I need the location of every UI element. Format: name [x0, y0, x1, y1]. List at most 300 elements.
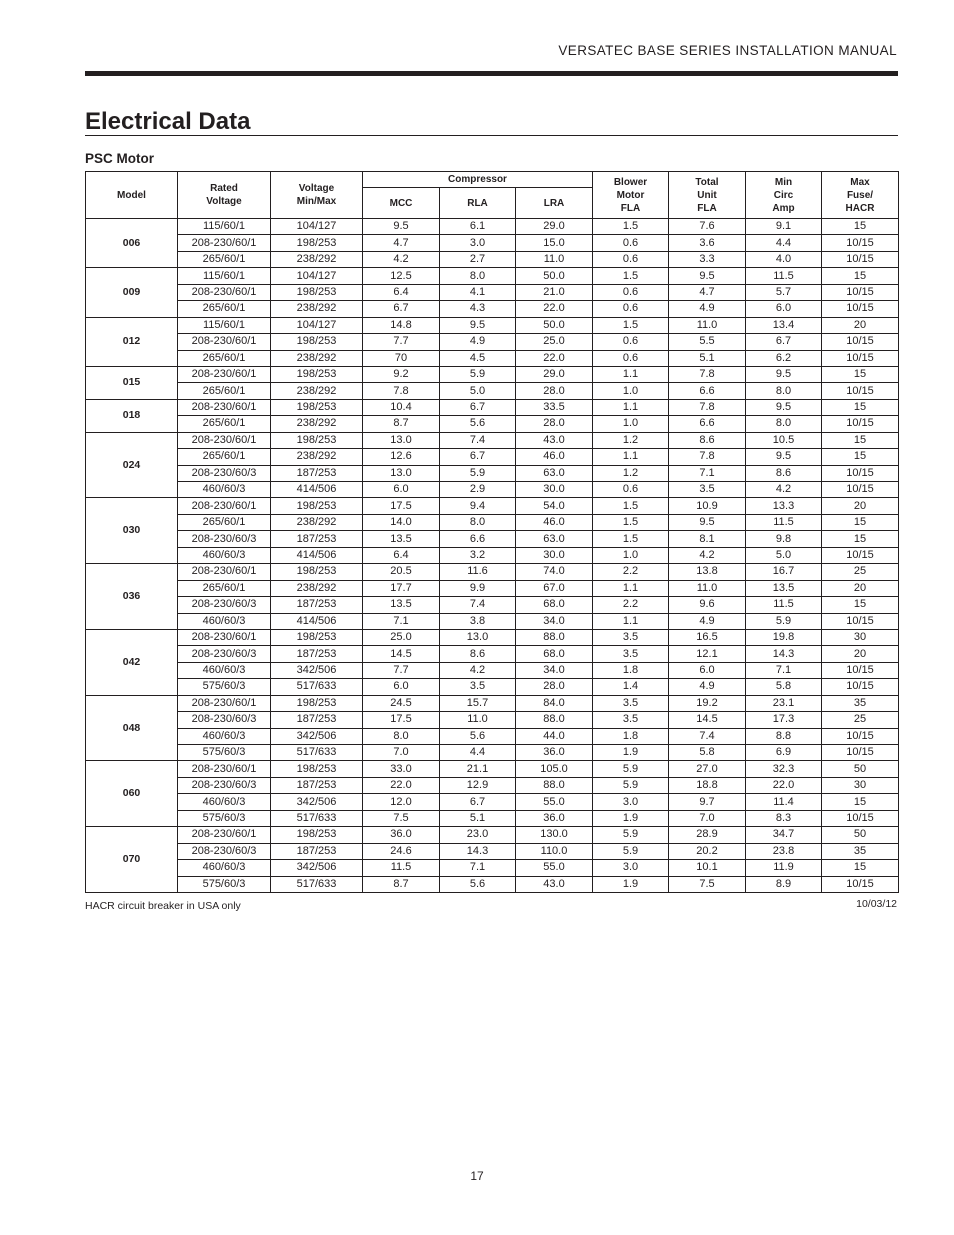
total-unit-fla-cell: 6.6: [669, 416, 746, 432]
lra-cell: 11.0: [516, 251, 593, 267]
max-fuse-hacr-cell: 15: [822, 366, 899, 382]
rated-voltage-cell: 208-230/60/1: [178, 564, 271, 580]
max-fuse-hacr-cell: 15: [822, 860, 899, 876]
voltage-minmax-cell: 238/292: [271, 251, 363, 267]
lra-cell: 34.0: [516, 662, 593, 678]
mcc-cell: 36.0: [363, 827, 440, 843]
mcc-cell: 4.7: [363, 235, 440, 251]
voltage-minmax-cell: 517/633: [271, 876, 363, 892]
rated-voltage-cell: 208-230/60/1: [178, 334, 271, 350]
total-unit-fla-cell: 4.9: [669, 301, 746, 317]
blower-motor-fla-cell: 3.5: [593, 712, 669, 728]
total-unit-fla-cell: 4.7: [669, 284, 746, 300]
voltage-minmax-cell: 517/633: [271, 679, 363, 695]
header-blower-motor-fla: [593, 172, 669, 219]
table-row: [86, 432, 899, 448]
rated-voltage-cell: 575/60/3: [178, 810, 271, 826]
table-row: [86, 777, 899, 793]
min-circ-amp-cell: 11.5: [746, 514, 822, 530]
blower-motor-fla-cell: 1.8: [593, 662, 669, 678]
mcc-cell: 8.7: [363, 416, 440, 432]
lra-cell: 28.0: [516, 383, 593, 399]
max-fuse-hacr-cell: 15: [822, 597, 899, 613]
rla-cell: 4.5: [440, 350, 516, 366]
max-fuse-hacr-cell: 15: [822, 219, 899, 235]
electrical-data-table: [85, 171, 899, 893]
max-fuse-hacr-cell: 20: [822, 580, 899, 596]
max-fuse-hacr-cell: 30: [822, 777, 899, 793]
table-row: [86, 350, 899, 366]
rla-cell: 8.0: [440, 268, 516, 284]
blower-motor-fla-cell: 1.5: [593, 268, 669, 284]
header-min-circ-amp: [746, 172, 822, 219]
max-fuse-hacr-cell: 35: [822, 695, 899, 711]
header-rla: RLA: [440, 188, 516, 219]
rla-cell: 5.6: [440, 416, 516, 432]
rated-voltage-cell: 208-230/60/3: [178, 531, 271, 547]
blower-motor-fla-cell: 3.0: [593, 794, 669, 810]
voltage-minmax-cell: 187/253: [271, 597, 363, 613]
lra-cell: 130.0: [516, 827, 593, 843]
voltage-minmax-cell: 198/253: [271, 695, 363, 711]
blower-motor-fla-cell: 0.6: [593, 235, 669, 251]
lra-cell: 34.0: [516, 613, 593, 629]
lra-cell: 25.0: [516, 334, 593, 350]
table-row: [86, 383, 899, 399]
mcc-cell: 12.6: [363, 449, 440, 465]
voltage-minmax-cell: 517/633: [271, 810, 363, 826]
mcc-cell: 17.5: [363, 712, 440, 728]
blower-motor-fla-cell: 5.9: [593, 827, 669, 843]
total-unit-fla-cell: 3.6: [669, 235, 746, 251]
lra-cell: 21.0: [516, 284, 593, 300]
total-unit-fla-cell: 8.1: [669, 531, 746, 547]
table-row: [86, 334, 899, 350]
min-circ-amp-cell: 22.0: [746, 777, 822, 793]
blower-motor-fla-cell: 3.5: [593, 629, 669, 645]
blower-motor-fla-cell: 5.9: [593, 777, 669, 793]
total-unit-fla-cell: 3.5: [669, 482, 746, 498]
max-fuse-hacr-cell: 10/15: [822, 251, 899, 267]
min-circ-amp-cell: 6.9: [746, 745, 822, 761]
max-fuse-hacr-cell: 20: [822, 317, 899, 333]
total-unit-fla-cell: 6.0: [669, 662, 746, 678]
mcc-cell: 7.7: [363, 334, 440, 350]
mcc-cell: 7.0: [363, 745, 440, 761]
voltage-minmax-cell: 342/506: [271, 794, 363, 810]
total-unit-fla-cell: 10.9: [669, 498, 746, 514]
total-unit-fla-cell: 11.0: [669, 580, 746, 596]
max-fuse-hacr-cell: 25: [822, 712, 899, 728]
header-max-fuse-hacr: [822, 172, 899, 219]
max-fuse-hacr-cell: 10/15: [822, 350, 899, 366]
table-row: [86, 662, 899, 678]
lra-cell: 43.0: [516, 432, 593, 448]
table-row: [86, 679, 899, 695]
total-unit-fla-cell: 7.5: [669, 876, 746, 892]
lra-cell: 46.0: [516, 514, 593, 530]
max-fuse-hacr-cell: 15: [822, 449, 899, 465]
rla-cell: 3.2: [440, 547, 516, 563]
rated-voltage-cell: 208-230/60/1: [178, 399, 271, 415]
voltage-minmax-cell: 238/292: [271, 449, 363, 465]
total-unit-fla-cell: 12.1: [669, 646, 746, 662]
lra-cell: 30.0: [516, 547, 593, 563]
lra-cell: 15.0: [516, 235, 593, 251]
table-row: [86, 695, 899, 711]
max-fuse-hacr-cell: 15: [822, 399, 899, 415]
lra-cell: 28.0: [516, 679, 593, 695]
lra-cell: 88.0: [516, 712, 593, 728]
table-row: [86, 498, 899, 514]
mcc-cell: 12.5: [363, 268, 440, 284]
blower-motor-fla-cell: 1.1: [593, 613, 669, 629]
blower-motor-fla-cell: 2.2: [593, 564, 669, 580]
total-unit-fla-cell: 9.6: [669, 597, 746, 613]
rated-voltage-cell: 115/60/1: [178, 268, 271, 284]
rated-voltage-cell: 575/60/3: [178, 679, 271, 695]
max-fuse-hacr-cell: 10/15: [822, 235, 899, 251]
rla-cell: 5.1: [440, 810, 516, 826]
rated-voltage-cell: 208-230/60/3: [178, 646, 271, 662]
model-cell: 012: [86, 317, 178, 366]
model-cell: 036: [86, 564, 178, 630]
page-number: 17: [470, 1169, 484, 1183]
header-blower-line3: FLA: [620, 202, 641, 214]
table-row: [86, 646, 899, 662]
header-mincirc-line3: Amp: [772, 202, 795, 214]
header-mincirc-line1: Min: [774, 176, 793, 188]
total-unit-fla-cell: 7.8: [669, 366, 746, 382]
mcc-cell: 7.5: [363, 810, 440, 826]
lra-cell: 33.5: [516, 399, 593, 415]
table-row: [86, 564, 899, 580]
model-cell: 018: [86, 399, 178, 432]
max-fuse-hacr-cell: 20: [822, 498, 899, 514]
header-blower-line2: Motor: [616, 189, 645, 201]
rated-voltage-cell: 208-230/60/3: [178, 777, 271, 793]
max-fuse-hacr-cell: 10/15: [822, 301, 899, 317]
total-unit-fla-cell: 5.8: [669, 745, 746, 761]
mcc-cell: 14.0: [363, 514, 440, 530]
lra-cell: 63.0: [516, 465, 593, 481]
rla-cell: 7.4: [440, 597, 516, 613]
rla-cell: 15.7: [440, 695, 516, 711]
mcc-cell: 7.8: [363, 383, 440, 399]
total-unit-fla-cell: 4.2: [669, 547, 746, 563]
max-fuse-hacr-cell: 30: [822, 629, 899, 645]
rla-cell: 8.6: [440, 646, 516, 662]
lra-cell: 22.0: [516, 301, 593, 317]
max-fuse-hacr-cell: 10/15: [822, 679, 899, 695]
total-unit-fla-cell: 7.6: [669, 219, 746, 235]
voltage-minmax-cell: 238/292: [271, 514, 363, 530]
min-circ-amp-cell: 8.8: [746, 728, 822, 744]
lra-cell: 50.0: [516, 268, 593, 284]
min-circ-amp-cell: 8.3: [746, 810, 822, 826]
mcc-cell: 6.4: [363, 547, 440, 563]
rla-cell: 3.0: [440, 235, 516, 251]
rated-voltage-cell: 265/60/1: [178, 580, 271, 596]
voltage-minmax-cell: 414/506: [271, 613, 363, 629]
mcc-cell: 17.5: [363, 498, 440, 514]
table-row: [86, 317, 899, 333]
model-cell: 070: [86, 827, 178, 893]
model-cell: 006: [86, 219, 178, 268]
table-row: [86, 284, 899, 300]
mcc-cell: 13.0: [363, 465, 440, 481]
rated-voltage-cell: 575/60/3: [178, 876, 271, 892]
rated-voltage-cell: 460/60/3: [178, 728, 271, 744]
total-unit-fla-cell: 18.8: [669, 777, 746, 793]
header-model: Model: [86, 172, 178, 219]
model-cell: 042: [86, 629, 178, 695]
table-row: [86, 514, 899, 530]
voltage-minmax-cell: 198/253: [271, 498, 363, 514]
min-circ-amp-cell: 9.5: [746, 449, 822, 465]
min-circ-amp-cell: 6.0: [746, 301, 822, 317]
min-circ-amp-cell: 8.6: [746, 465, 822, 481]
min-circ-amp-cell: 13.5: [746, 580, 822, 596]
rated-voltage-cell: 115/60/1: [178, 317, 271, 333]
voltage-minmax-cell: 198/253: [271, 366, 363, 382]
voltage-minmax-cell: 198/253: [271, 564, 363, 580]
total-unit-fla-cell: 10.1: [669, 860, 746, 876]
table-row: [86, 235, 899, 251]
lra-cell: 44.0: [516, 728, 593, 744]
total-unit-fla-cell: 16.5: [669, 629, 746, 645]
blower-motor-fla-cell: 1.5: [593, 531, 669, 547]
min-circ-amp-cell: 11.9: [746, 860, 822, 876]
lra-cell: 46.0: [516, 449, 593, 465]
voltage-minmax-cell: 187/253: [271, 465, 363, 481]
rated-voltage-cell: 208-230/60/1: [178, 498, 271, 514]
blower-motor-fla-cell: 0.6: [593, 334, 669, 350]
rla-cell: 4.2: [440, 662, 516, 678]
max-fuse-hacr-cell: 10/15: [822, 613, 899, 629]
blower-motor-fla-cell: 1.0: [593, 383, 669, 399]
rla-cell: 9.9: [440, 580, 516, 596]
total-unit-fla-cell: 9.5: [669, 268, 746, 284]
total-unit-fla-cell: 28.9: [669, 827, 746, 843]
min-circ-amp-cell: 4.4: [746, 235, 822, 251]
min-circ-amp-cell: 23.1: [746, 695, 822, 711]
rated-voltage-cell: 265/60/1: [178, 383, 271, 399]
blower-motor-fla-cell: 1.0: [593, 547, 669, 563]
min-circ-amp-cell: 9.8: [746, 531, 822, 547]
rated-voltage-cell: 208-230/60/1: [178, 761, 271, 777]
mcc-cell: 9.2: [363, 366, 440, 382]
mcc-cell: 13.5: [363, 597, 440, 613]
min-circ-amp-cell: 32.3: [746, 761, 822, 777]
section-title: Electrical Data: [85, 108, 251, 135]
table-row: [86, 301, 899, 317]
rated-voltage-cell: 115/60/1: [178, 219, 271, 235]
header-maxfuse-line3: HACR: [845, 202, 875, 214]
header-maxfuse-line2: Fuse/: [846, 189, 874, 201]
rated-voltage-cell: 575/60/3: [178, 745, 271, 761]
lra-cell: 74.0: [516, 564, 593, 580]
blower-motor-fla-cell: 0.6: [593, 251, 669, 267]
rla-cell: 9.5: [440, 317, 516, 333]
rla-cell: 4.4: [440, 745, 516, 761]
header-rated-voltage-line1: Rated: [210, 183, 238, 194]
rla-cell: 4.3: [440, 301, 516, 317]
blower-motor-fla-cell: 1.5: [593, 317, 669, 333]
min-circ-amp-cell: 8.0: [746, 416, 822, 432]
lra-cell: 30.0: [516, 482, 593, 498]
rated-voltage-cell: 208-230/60/1: [178, 629, 271, 645]
rla-cell: 4.1: [440, 284, 516, 300]
table-row: [86, 399, 899, 415]
max-fuse-hacr-cell: 50: [822, 827, 899, 843]
rla-cell: 7.1: [440, 860, 516, 876]
table-row: [86, 728, 899, 744]
max-fuse-hacr-cell: 10/15: [822, 334, 899, 350]
footnote: HACR circuit breaker in USA only: [85, 900, 241, 912]
min-circ-amp-cell: 5.9: [746, 613, 822, 629]
total-unit-fla-cell: 7.8: [669, 399, 746, 415]
model-cell: 009: [86, 268, 178, 317]
voltage-minmax-cell: 414/506: [271, 482, 363, 498]
blower-motor-fla-cell: 2.2: [593, 597, 669, 613]
mcc-cell: 25.0: [363, 629, 440, 645]
lra-cell: 22.0: [516, 350, 593, 366]
mcc-cell: 20.5: [363, 564, 440, 580]
blower-motor-fla-cell: 0.6: [593, 350, 669, 366]
max-fuse-hacr-cell: 10/15: [822, 876, 899, 892]
mcc-cell: 10.4: [363, 399, 440, 415]
rla-cell: 21.1: [440, 761, 516, 777]
mcc-cell: 9.5: [363, 219, 440, 235]
rla-cell: 6.7: [440, 399, 516, 415]
rla-cell: 5.9: [440, 465, 516, 481]
lra-cell: 54.0: [516, 498, 593, 514]
table-row: [86, 597, 899, 613]
total-unit-fla-cell: 4.9: [669, 679, 746, 695]
min-circ-amp-cell: 10.5: [746, 432, 822, 448]
header-compressor: Compressor: [363, 172, 593, 188]
min-circ-amp-cell: 5.7: [746, 284, 822, 300]
table-body: [86, 219, 899, 893]
mcc-cell: 4.2: [363, 251, 440, 267]
table-row: [86, 449, 899, 465]
total-unit-fla-cell: 19.2: [669, 695, 746, 711]
max-fuse-hacr-cell: 10/15: [822, 547, 899, 563]
header-total-line2: Unit: [697, 189, 717, 201]
voltage-minmax-cell: 187/253: [271, 531, 363, 547]
max-fuse-hacr-cell: 10/15: [822, 662, 899, 678]
max-fuse-hacr-cell: 10/15: [822, 482, 899, 498]
subsection-title: PSC Motor: [85, 151, 154, 166]
blower-motor-fla-cell: 1.0: [593, 416, 669, 432]
blower-motor-fla-cell: 5.9: [593, 761, 669, 777]
lra-cell: 55.0: [516, 860, 593, 876]
total-unit-fla-cell: 5.1: [669, 350, 746, 366]
lra-cell: 88.0: [516, 777, 593, 793]
mcc-cell: 14.5: [363, 646, 440, 662]
rla-cell: 12.9: [440, 777, 516, 793]
rla-cell: 5.9: [440, 366, 516, 382]
rla-cell: 6.6: [440, 531, 516, 547]
mcc-cell: 11.5: [363, 860, 440, 876]
min-circ-amp-cell: 9.1: [746, 219, 822, 235]
rla-cell: 6.1: [440, 219, 516, 235]
lra-cell: 68.0: [516, 646, 593, 662]
rated-voltage-cell: 265/60/1: [178, 350, 271, 366]
header-mcc: MCC: [363, 188, 440, 219]
mcc-cell: 14.8: [363, 317, 440, 333]
min-circ-amp-cell: 14.3: [746, 646, 822, 662]
rated-voltage-cell: 208-230/60/1: [178, 432, 271, 448]
max-fuse-hacr-cell: 15: [822, 268, 899, 284]
header-voltage-minmax-line2: Min/Max: [296, 196, 337, 207]
rla-cell: 11.6: [440, 564, 516, 580]
rated-voltage-cell: 460/60/3: [178, 613, 271, 629]
voltage-minmax-cell: 198/253: [271, 399, 363, 415]
rla-cell: 6.7: [440, 794, 516, 810]
voltage-minmax-cell: 238/292: [271, 416, 363, 432]
min-circ-amp-cell: 11.5: [746, 597, 822, 613]
lra-cell: 88.0: [516, 629, 593, 645]
rated-voltage-cell: 265/60/1: [178, 251, 271, 267]
total-unit-fla-cell: 13.8: [669, 564, 746, 580]
lra-cell: 36.0: [516, 810, 593, 826]
lra-cell: 68.0: [516, 597, 593, 613]
table-row: [86, 416, 899, 432]
min-circ-amp-cell: 23.8: [746, 843, 822, 859]
voltage-minmax-cell: 104/127: [271, 219, 363, 235]
blower-motor-fla-cell: 0.6: [593, 301, 669, 317]
mcc-cell: 7.1: [363, 613, 440, 629]
min-circ-amp-cell: 13.3: [746, 498, 822, 514]
total-unit-fla-cell: 9.5: [669, 514, 746, 530]
voltage-minmax-cell: 238/292: [271, 580, 363, 596]
blower-motor-fla-cell: 3.5: [593, 695, 669, 711]
lra-cell: 43.0: [516, 876, 593, 892]
manual-title: VERSATEC BASE SERIES INSTALLATION MANUAL: [558, 43, 897, 58]
voltage-minmax-cell: 238/292: [271, 383, 363, 399]
rated-voltage-cell: 460/60/3: [178, 860, 271, 876]
mcc-cell: 24.5: [363, 695, 440, 711]
min-circ-amp-cell: 13.4: [746, 317, 822, 333]
rated-voltage-cell: 265/60/1: [178, 514, 271, 530]
mcc-cell: 6.7: [363, 301, 440, 317]
blower-motor-fla-cell: 3.5: [593, 646, 669, 662]
max-fuse-hacr-cell: 10/15: [822, 383, 899, 399]
rla-cell: 2.7: [440, 251, 516, 267]
rla-cell: 8.0: [440, 514, 516, 530]
min-circ-amp-cell: 5.0: [746, 547, 822, 563]
voltage-minmax-cell: 104/127: [271, 317, 363, 333]
min-circ-amp-cell: 11.4: [746, 794, 822, 810]
section-rule: [85, 135, 898, 136]
table-row: [86, 876, 899, 892]
voltage-minmax-cell: 198/253: [271, 334, 363, 350]
header-rated-voltage-line2: Voltage: [206, 196, 242, 207]
blower-motor-fla-cell: 1.9: [593, 745, 669, 761]
voltage-minmax-cell: 414/506: [271, 547, 363, 563]
rated-voltage-cell: 265/60/1: [178, 449, 271, 465]
header-voltage-minmax: [271, 172, 363, 219]
header-rated-voltage: [178, 172, 271, 219]
rla-cell: 5.6: [440, 728, 516, 744]
table-row: [86, 843, 899, 859]
voltage-minmax-cell: 198/253: [271, 235, 363, 251]
rla-cell: 14.3: [440, 843, 516, 859]
blower-motor-fla-cell: 1.9: [593, 810, 669, 826]
lra-cell: 28.0: [516, 416, 593, 432]
